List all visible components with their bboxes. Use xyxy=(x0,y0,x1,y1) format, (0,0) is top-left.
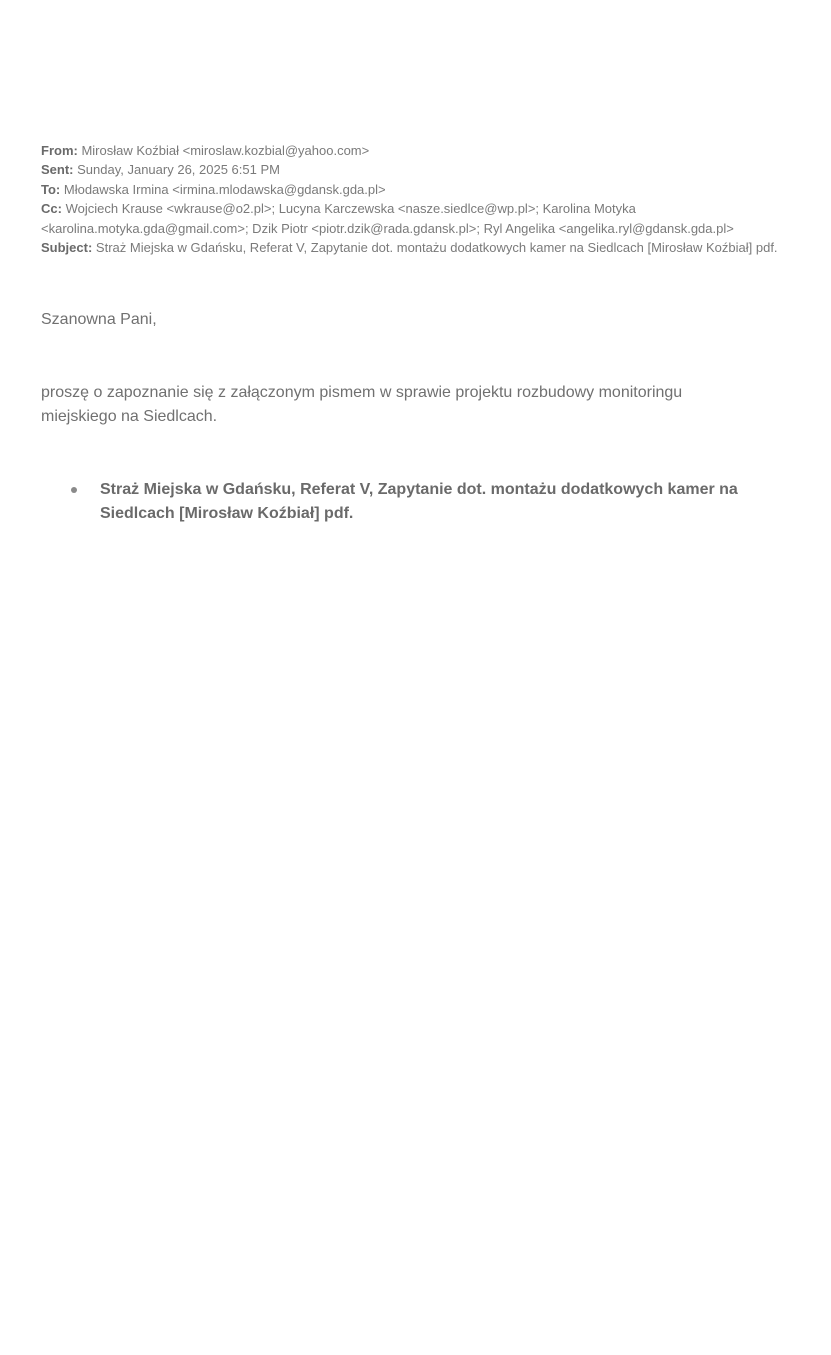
bullet-icon xyxy=(71,487,77,493)
email-header xyxy=(41,141,786,257)
cc-value: Wojciech Krause <wkrause@o2.pl>; Lucyna Karczewska <nasze.siedlce@wp.pl>; Karolina Motyka <karolina.motyka.gda@gmail.com>; Dzik Piotr <piotr.dzik@rada.gdansk.pl>; Ryl Angelika <angelika.ryl@gdansk.gda.pl> xyxy=(41,201,734,236)
attachment-item[interactable] xyxy=(41,478,790,526)
email-greeting: Szanowna Pani, xyxy=(41,311,157,329)
subject-line xyxy=(41,238,786,257)
sent-line xyxy=(41,160,786,179)
to-line xyxy=(41,180,786,199)
cc-label: Cc: xyxy=(41,201,62,217)
email-body: proszę o zapoznanie się z załączonym pismem w sprawie projektu rozbudowy monitoringu miejskiego na Siedlcach. xyxy=(41,384,683,426)
sent-value: Sunday, January 26, 2025 6:51 PM xyxy=(77,162,280,178)
attachment-list xyxy=(41,478,786,526)
email-message xyxy=(41,141,786,526)
attachment-name[interactable]: Straż Miejska w Gdańsku, Referat V, Zapytanie dot. montażu dodatkowych kamer na Siedlcach [Mirosław Koźbiał] pdf. xyxy=(100,481,738,523)
subject-label: Subject: xyxy=(41,240,93,256)
subject-value: Straż Miejska w Gdańsku, Referat V, Zapytanie dot. montażu dodatkowych kamer na Siedlcach [Mirosław Koźbiał] pdf. xyxy=(95,240,778,256)
from-line xyxy=(41,141,786,160)
cc-line xyxy=(41,199,786,238)
from-value: Mirosław Koźbiał <miroslaw.kozbial@yahoo.com> xyxy=(81,143,370,158)
sent-label: Sent: xyxy=(41,162,74,178)
to-value: Młodawska Irmina <irmina.mlodawska@gdansk.gda.pl> xyxy=(63,181,386,197)
to-label: To: xyxy=(41,181,61,197)
from-label: From: xyxy=(41,143,78,158)
